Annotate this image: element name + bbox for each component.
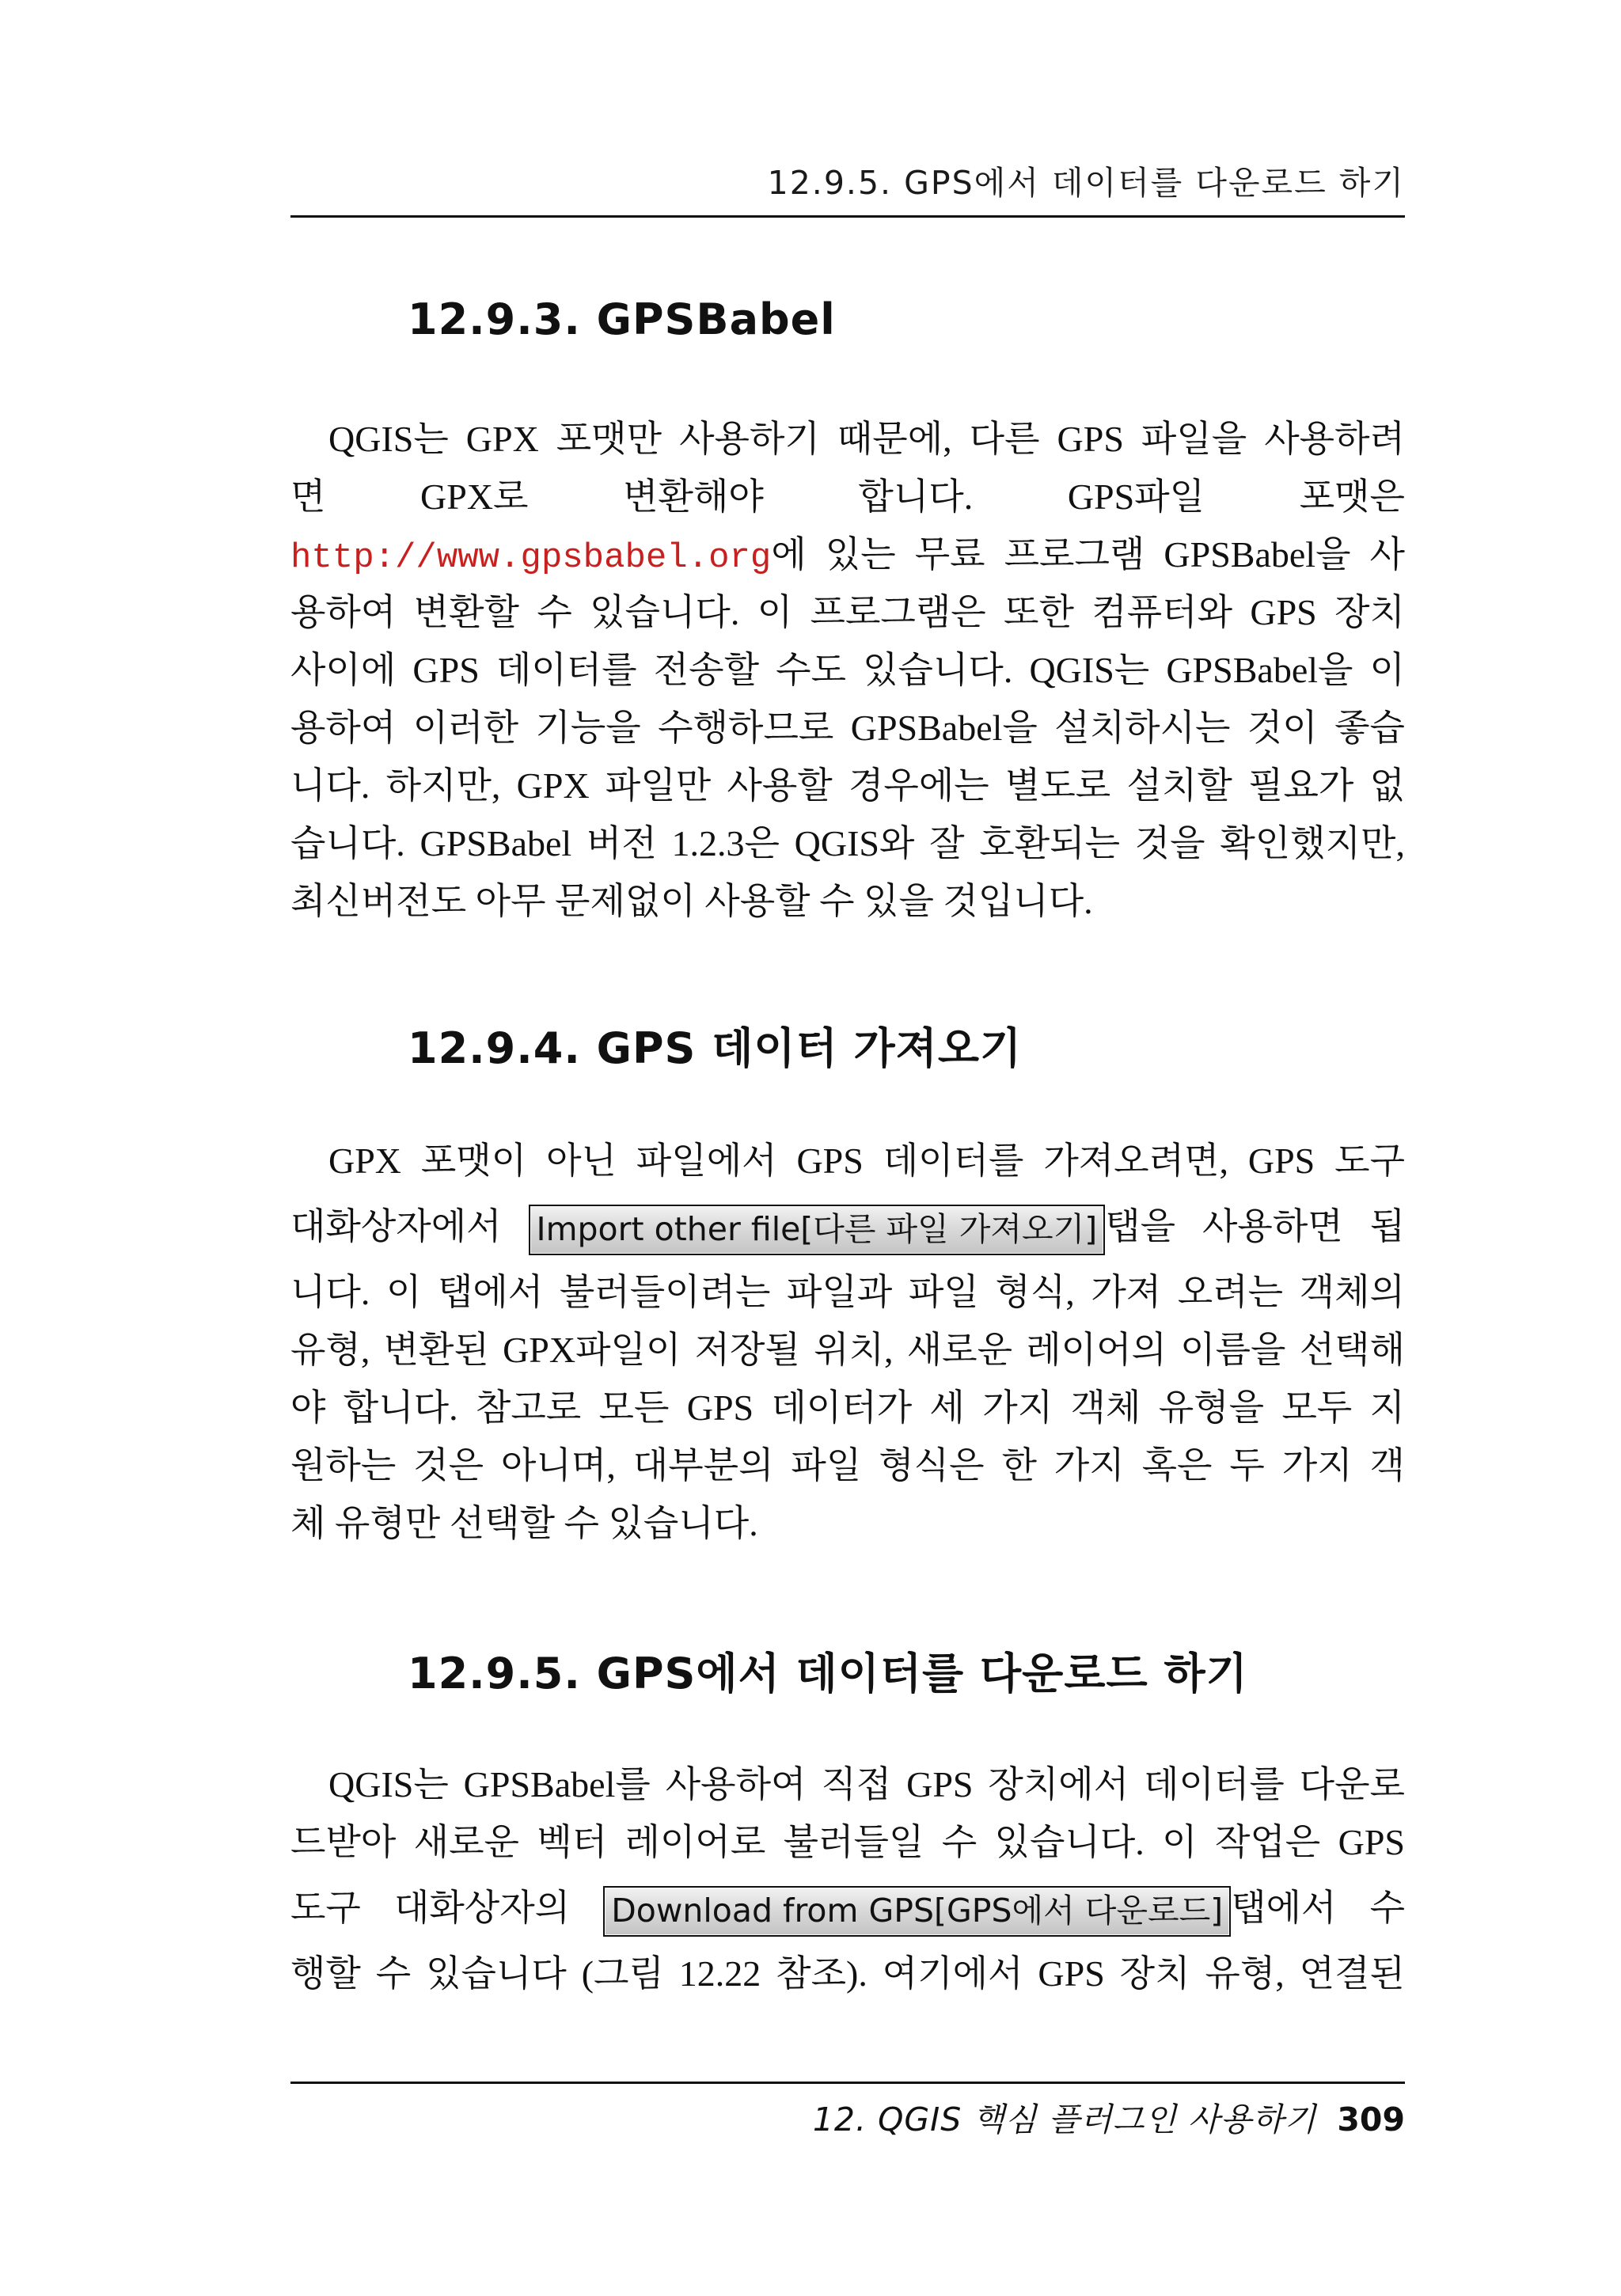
text-line: QGIS는 GPX 포맷만 사용하기 때문에, 다른 GPS 파일을 사용하려 xyxy=(328,419,1405,459)
text-line: 행할 수 있습니다 (그림 12.22 참조). 여기에서 GPS 장치 유형, 연결된 xyxy=(290,1953,1405,1994)
footer-chapter-title: 12. QGIS 핵심 플러그인 사용하기 xyxy=(812,2101,1317,2139)
text-line xyxy=(290,1190,1405,1263)
text-segment: 탭을 사용하면 됩 xyxy=(1105,1206,1405,1247)
text-line: 용하여 이러한 기능을 수행하므로 GPSBabel을 설치하시는 것이 좋습 xyxy=(290,708,1405,748)
page-number: 309 xyxy=(1337,2101,1405,2139)
text-segment: 대화상자에서 xyxy=(290,1206,502,1247)
text-line: 습니다. GPSBabel 버전 1.2.3은 QGIS와 잘 호환되는 것을 확인했지만, xyxy=(290,823,1405,863)
page-footer xyxy=(290,2093,1405,2140)
text-line: 최신버전도 아무 문제없이 사용할 수 있을 것입니다. xyxy=(290,881,1093,921)
footer-rule xyxy=(290,2082,1405,2084)
text-line: 유형, 변환된 GPX파일이 저장될 위치, 새로운 레이어의 이름을 선택해 xyxy=(290,1330,1405,1370)
text-line: 사이에 GPS 데이터를 전송할 수도 있습니다. QGIS는 GPSBabel을 이 xyxy=(290,650,1405,690)
text-line: 용하여 변환할 수 있습니다. 이 프로그램은 또한 컴퓨터와 GPS 장치 xyxy=(290,592,1405,632)
paragraph-import xyxy=(290,1132,1405,1552)
text-line: 면 GPX로 변환해야 합니다. GPS파일 포맷은 xyxy=(290,476,1405,517)
text-segment: 탭에서 수 xyxy=(1231,1888,1405,1928)
text-segment: 에 있는 무료 프로그램 GPSBabel을 사 xyxy=(771,534,1405,575)
text-line: 체 유형만 선택할 수 있습니다. xyxy=(290,1503,758,1543)
header-rule xyxy=(290,215,1405,218)
section-heading-import: 12.9.4. GPS 데이터 가져오기 xyxy=(408,1023,1023,1073)
gpsbabel-link[interactable]: http://www.gpsbabel.org xyxy=(290,538,772,578)
text-segment: 도구 대화상자의 xyxy=(290,1888,571,1928)
section-heading-download: 12.9.5. GPS에서 데이터를 다운로드 하기 xyxy=(408,1649,1248,1698)
text-line: 드받아 새로운 벡터 레이어로 불러들일 수 있습니다. 이 작업은 GPS xyxy=(290,1822,1405,1862)
text-line: 니다. 이 탭에서 불러들이려는 파일과 파일 형식, 가져 오려는 객체의 xyxy=(290,1272,1405,1312)
download-from-gps-tab-label: Download from GPS[GPS에서 다운로드] xyxy=(603,1886,1231,1937)
paragraph-download xyxy=(290,1755,1405,2002)
running-header: 12.9.5. GPS에서 데이터를 다운로드 하기 xyxy=(767,164,1405,202)
section-heading-gpsbabel: 12.9.3. GPSBabel xyxy=(408,294,836,344)
text-line: QGIS는 GPSBabel를 사용하여 직접 GPS 장치에서 데이터를 다운로 xyxy=(328,1764,1405,1805)
paragraph-gpsbabel xyxy=(290,410,1405,930)
text-line xyxy=(290,526,1405,583)
text-line xyxy=(290,1871,1405,1945)
text-line: 원하는 것은 아니며, 대부분의 파일 형식은 한 가지 혹은 두 가지 객 xyxy=(290,1445,1405,1486)
text-line: GPX 포맷이 아닌 파일에서 GPS 데이터를 가져오려면, GPS 도구 xyxy=(328,1140,1405,1181)
text-line: 니다. 하지만, GPX 파일만 사용할 경우에는 별도로 설치할 필요가 없 xyxy=(290,765,1405,806)
text-line: 야 합니다. 참고로 모든 GPS 데이터가 세 가지 객체 유형을 모두 지 xyxy=(290,1387,1405,1428)
import-other-file-tab-label: Import other file[다른 파일 가져오기] xyxy=(529,1205,1106,1255)
